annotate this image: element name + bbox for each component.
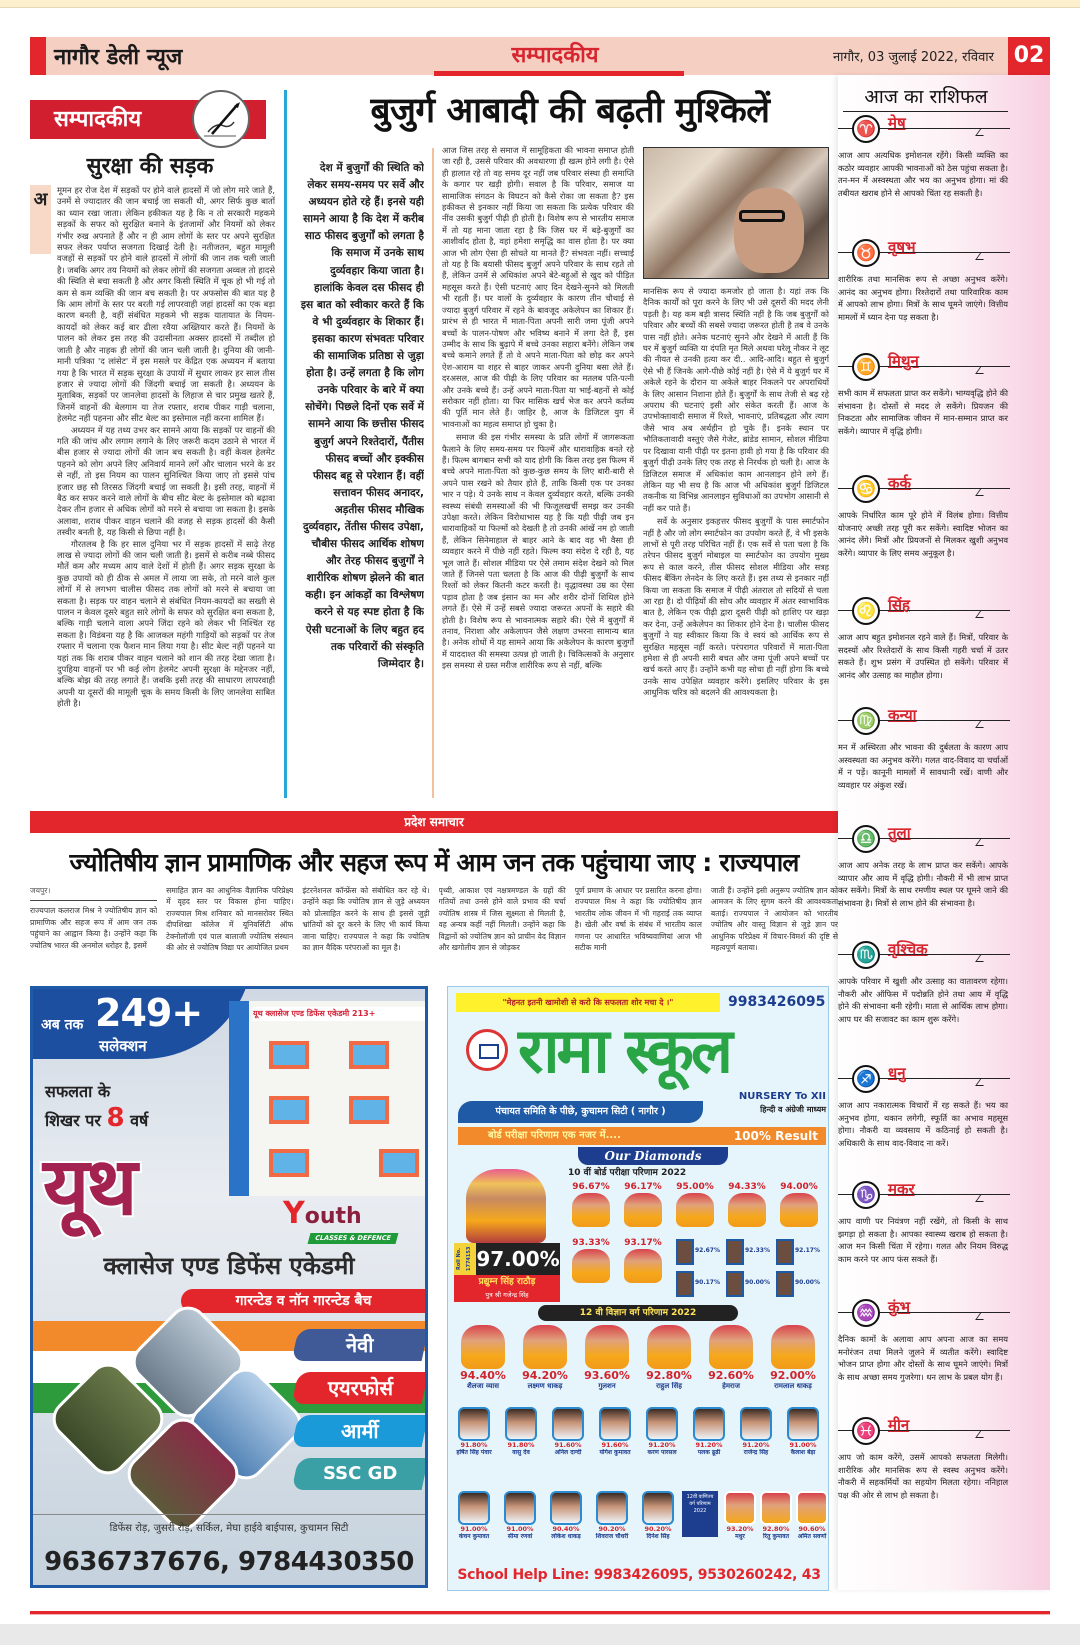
student-percent: 91.60% — [554, 1441, 582, 1449]
pen-writing-icon-svg — [194, 92, 248, 146]
student-name: शिवराज चौधरी — [595, 1533, 629, 1540]
student-percent: 91.20% — [742, 1441, 770, 1449]
board-result-bar — [458, 1127, 826, 1145]
class10-mini-student — [726, 1239, 772, 1267]
top-strip — [0, 0, 1080, 8]
bottom-strip — [0, 1624, 1080, 1645]
student-percent: 91.00% — [789, 1441, 817, 1449]
window — [269, 1041, 309, 1069]
sign-prediction: आपके परिवार में खुशी और उत्साह का वातावरण रहेगा। नौकरी और ऑफिस में पदोन्नति होने तथा आय में वृद्धि होने की संभावना बनी रहेगी। माता से आर्थिक लाभ होगा। आप घर की सजावट का काम शुरू करेंगे। — [838, 976, 1008, 1024]
window — [349, 1041, 389, 1069]
student-percent: 92.33% — [745, 1247, 770, 1254]
class10-mini-student — [776, 1239, 822, 1267]
student-photo — [458, 1407, 490, 1441]
commerce-label: 12वीं वाणिज्य वर्ग परिणाम 2022 — [682, 1491, 718, 1537]
pradesh-text: राज्यपाल कलराज मिश्र ने ज्योतिषीय ज्ञान को प्रामाणिक और सहज रूप में आम जन तक पहुंचाने का आह्वान किया है। उन्होंने कहा कि ज्योतिष भारत की अनमोल धरोहर है, इसमें — [30, 906, 158, 950]
editorial-label: सम्पादकीय — [54, 107, 142, 132]
pradesh-headline: ज्योतिषीय ज्ञान प्रामाणिक और सहज रूप में आम जन तक पहुंचाया जाए : राज्यपाल — [69, 848, 799, 877]
window — [379, 1149, 419, 1177]
pen-writing-icon — [192, 90, 250, 148]
service-navy — [292, 1329, 428, 1361]
taurus-bull-icon: ♉ — [852, 239, 880, 267]
student-photo — [776, 1239, 794, 1265]
student-name: लोकेश धाकड़ — [551, 1533, 581, 1540]
youth-academy-ad[interactable] — [30, 986, 428, 1588]
commerce-student — [722, 1491, 758, 1541]
sign-rule-notch — [975, 838, 989, 846]
paper-name: नागौर डेली न्यूज — [54, 45, 183, 70]
class10-heading: 10 वीं बोर्ड परीक्षा परिणाम 2022 — [568, 1168, 687, 1178]
photo-face — [734, 188, 804, 273]
window — [269, 1096, 309, 1124]
student-photo — [676, 1271, 694, 1297]
sign-prediction: दैनिक कामों के अलावा आप अपना आज का समय मनोरंजन तथा मिलने जुलने में व्यतीत करेंगे। स्वादिष्ट भोजन प्राप्त होगा और दोस्तों के साथ घूमने जाएंगे। मित्रों के साथ अच्छा समय गुजरेगा। धन लाभ के प्रबल योग हैं। — [838, 1334, 1008, 1382]
student-photo — [552, 1407, 584, 1441]
class10-mini-student — [676, 1271, 722, 1299]
student-photo — [642, 1491, 674, 1525]
leo-lion-icon: ♌ — [852, 597, 880, 625]
class12-card — [635, 1491, 681, 1541]
student-photo — [550, 1491, 582, 1525]
student-photo — [504, 1491, 536, 1525]
student-photo — [523, 1325, 567, 1369]
scorpio-scorpion-icon: ♏ — [852, 941, 880, 969]
student-percent: 91.20% — [648, 1441, 676, 1449]
sign-name: मकर — [888, 1180, 915, 1198]
batch-banner: गारन्टेड व नॉन गारन्टेड बैच — [181, 1289, 426, 1313]
student-photo — [740, 1407, 772, 1441]
editorial-paragraph: गौरतलब है कि हर साल दुनिया भर में सड़क हादसों में साढ़े तेरह लाख से ज्यादा लोगों की जान चली जाती है। इसमें से करीब नब्बे फीसद मौतें कम और मध्यम आय वाले देशों में होती हैं। अगर सड़क सुरक्षा के कुछ उपायों को ही ठीक से अमल में लाया जा सके, तो मरने वाले कुल लोगों में से लगभग चालीस फीसद तक लोगों को मरने से बचाया जा सकता है। सड़क पर वाहन चलाने से संबंधित नियम-कायदों का सख्ती से पालन न केवल दूसरे बहुत सारे लोगों के सफर को सुरक्षित बना सकता है, बल्कि गाड़ी चलाने वाला अपने जिंदा रहने को लेकर भी निश्चिंत रह सकता है। विडंबना यह है कि आजकल महंगी गाड़ियों को सड़कों पर तेज रफ्तार में चलाना एक फैशन मान लिया गया है। सीट बेल्ट नहीं पहनने या यहां तक कि शराब पीकर वाहन चलाने को शान की तरह देखा जाता है। दुपहिया वाहनों पर भी कई लोग हेलमेट अपनी सुरक्षा के मद्देनजर नहीं, बल्कि बोझ की तरह लगाते हैं। जबकि इसी तरह की साधारण लापरवाही अपनी या दूसरों की मामूली चूक के समय किसी के लिए जानलेवा साबित होती है। — [57, 538, 275, 709]
pull-quote: देश में बुजुर्गों की स्थिति को लेकर समय-समय पर सर्वे और अध्ययन होते रहे हैं। इनसे यही सामने आया है कि देश में करीब साठ फीसद बुजुर्गों को लगता है कि समाज में उनके साथ दुर्व्यवहार किया जाता है। हालांकि केवल दस फीसद ही इस बात को स्वीकार करते हैं कि वे भी दुर्व्यवहार के शिकार हैं। इसका कारण संभवतः परिवार की सामाजिक प्रतिष्ठा से जुड़ा होता है। उन्हें लगता है कि लोग उनके परिवार के बारे में क्या सोचेंगे। पिछले दिनों एक सर्वे में सामने आया कि छत्तीस फीसद बुजुर्ग अपने रिश्तेदारों, पैंतीस फीसद बच्चों और इक्कीस फीसद बहू से परेशान हैं। वहीं सत्तावन फीसद अनादर, अड़तीस फीसद मौखिक दुर्व्यवहार, तेंतीस फीसद उपेक्षा, चौबीस फीसद आर्थिक शोषण और तेरह फीसद बुजुर्गों ने शारीरिक शोषण झेलने की बात कही। इन आंकड़ों का विश्लेषण करने से यह स्पष्ट होता है कि ऐसी घटनाओं के लिए बहुत हद तक परिवारों की संस्कृति जिम्मेदार है। — [300, 162, 424, 670]
pradesh-column: पृथ्वी, आकाश एवं नक्षत्रमण्डल के ग्रहों की गतियों तथा उनसे होने वाले प्रभाव की चर्चा ज्योतिष शास्त्र में जिस सूक्ष्मता से मिलती है, वह अन्यत्र कहीं नहीं मिलती। उन्होंने कहा कि विद्वानों को ज्योतिष ज्ञान को प्राचीन वेद विज्ञान और खगोलीय ज्ञान से जोड़कर — [438, 886, 566, 953]
student-photo — [726, 1239, 744, 1265]
youth-brand-hindi: यूथ — [43, 1140, 135, 1233]
class12-card — [545, 1407, 591, 1457]
building-sign-count: 213+ — [352, 1009, 376, 1018]
student-percent: 92.17% — [795, 1247, 820, 1254]
article-paragraph: सर्वे के अनुसार इकहत्तर फीसद बुजुर्गों के पास स्मार्टफोन नहीं है और जो लोग स्मार्टफोन का उपयोग करते हैं, वे भी इसके लाभों से पूरी तरह परिचित नहीं हैं। एक सर्वे से पता चला है कि तरेपन फीसद बुजुर्ग मोबाइल या स्मार्टफोन का उपयोग मुख्य रूप से काल करने, तीस फीसद सोशल मीडिया और सत्रह फीसद बैंकिंग लेनदेन के लिए करते हैं। इस तथ्य से इनकार नहीं किया जा सकता कि समाज में पीढ़ी अंतराल तो सदियों से चला आ रहा है। दो पीढ़ियों की सोच और व्यवहार में अंतर स्वाभाविक बात है, लेकिन एक पीढ़ी द्वारा दूसरी पीढ़ी को हाशिए पर खड़ा कर देना, उन्हें अकेलेपन का शिकार होने देना है। चालीस फीसद बुजुर्गों ने यह स्वीकार किया कि वे स्वयं को आर्थिक रूप से सुरक्षित महसूस नहीं करते। परंपरागत परिवारों में माता-पिता हमेशा से ही अपनी सारी बचत और जमा पूंजी अपने बच्चों पर खर्च करते आए हैं। उन्होंने कभी यह सोचा ही नहीं होगा कि बच्चे उनके साथ उपेक्षित व्यवहार करेंगे। इसलिए परिवार के इस आधुनिक चरित्र को बदलने की आवश्यकता है। — [643, 516, 829, 698]
class10-student — [566, 1181, 616, 1227]
pradesh-column: इंटरनेशनल कॉन्फ्रेंस को संबोधित कर रहे थे। उन्होंने कहा कि ज्योतिष ज्ञान से जुड़े अध्ययन को प्रोत्साहित करने के साथ ही इससे जुड़ी भ्रांतियों को दूर करने के लिए भी कार्य किया जाना चाहिए। राज्यपाल ने कहा कि ज्योतिष का ज्ञान वैदिक परंपराओं का मूल है। — [302, 886, 430, 953]
sign-rule-notch — [975, 1078, 989, 1086]
student-photo — [728, 1193, 766, 1227]
sign-rule-notch — [975, 1312, 989, 1320]
student-name: सीमा रणवां — [507, 1533, 533, 1540]
sign-name: कुंभ — [888, 1298, 911, 1316]
school-medium: हिन्दी व अंग्रेजी माध्यम — [760, 1105, 826, 1114]
virgo-maiden-icon: ♍ — [852, 707, 880, 735]
student-photo — [776, 1271, 794, 1297]
article-column-1 — [442, 145, 634, 797]
pradesh-column: जाती हैं। उन्होंने इसी अनुरूप ज्योतिष ज्ञान को आमजन के लिए सुगम करने की आवश्यकता बताई। राज्यपाल ने आयोजन को भारतीय ज्योतिष और वास्तु विज्ञान से जुड़े ज्ञान पर आधुनिक परिप्रेक्ष्य में विचार-विमर्श की दृष्टि से महत्वपूर्ण बताया। — [710, 886, 839, 953]
student-photo — [624, 1193, 662, 1227]
class12-card — [498, 1407, 544, 1457]
sign-name: तुला — [888, 824, 911, 842]
sign-name: वृश्चिक — [888, 940, 928, 958]
pisces-fish-icon: ♓ — [852, 1417, 880, 1445]
student-photo — [780, 1193, 818, 1227]
topper-percent: 97.00% — [476, 1243, 560, 1275]
service-label: एयरफोर्स — [327, 1376, 393, 1400]
success-line-2 — [45, 1105, 220, 1134]
student-photo — [726, 1271, 744, 1297]
academy-phones[interactable]: 9636737676, 9784430350 — [44, 1547, 414, 1577]
cancer-crab-icon: ♋ — [852, 475, 880, 503]
pradesh-columns — [30, 885, 838, 977]
ab-tak-label: अब तक — [41, 1017, 84, 1033]
topper-photo — [466, 1169, 546, 1243]
class10-topper — [454, 1169, 560, 1301]
horoscope-sidebar — [838, 75, 1050, 1590]
youth-logo-tagline: CLASSES & DEFENCE — [308, 1233, 399, 1244]
student-name: हर्षित सिंह पंवार — [456, 1449, 492, 1456]
class12-heading: 12 वी विज्ञान वर्ग परिणाम 2022 — [538, 1305, 738, 1321]
libra-scales-icon: ♎ — [852, 825, 880, 853]
student-photo — [760, 1491, 792, 1525]
student-percent: 90.60% — [798, 1525, 826, 1533]
class10-student — [618, 1237, 668, 1283]
student-percent: 92.80% — [646, 1369, 692, 1382]
dateline: नागौर, 03 जुलाई 2022, रविवार — [832, 50, 994, 65]
student-photo — [676, 1239, 694, 1265]
class12-card — [543, 1491, 589, 1541]
academy-building-photo — [229, 1001, 428, 1196]
student-photo — [709, 1325, 753, 1369]
student-name: करण पारसल — [647, 1449, 677, 1456]
student-name: राहुल सिंह — [656, 1382, 682, 1390]
commerce-student — [794, 1491, 829, 1541]
class12-card — [589, 1491, 635, 1541]
rama-school-ad[interactable] — [447, 986, 829, 1591]
class12-card — [780, 1407, 826, 1457]
main-headline: बुजुर्ग आबादी की बढ़ती मुश्किलें — [370, 91, 770, 131]
aquarius-pot-icon: ♒ — [852, 1299, 880, 1327]
section-title: सम्पादकीय — [511, 43, 599, 68]
school-address: पंचायत समिति के पीछे, कुचामन सिटी ( नागौर ) — [458, 1101, 703, 1123]
sign-prediction: आज आप अत्यधिक इमोशनल रहेंगे। किसी व्यक्ति का कठोर व्यवहार आपकी भावनाओं को ठेस पहुंचा सकता है। तन-मन में अस्वस्थता और भय का अनुभव होगा। मां की तबीयत खराब होने से आपको चिंता रह सकती है। — [838, 150, 1008, 198]
student-percent: 92.67% — [695, 1247, 720, 1254]
window — [349, 1096, 389, 1124]
sign-prediction: मन में अस्थिरता और भावना की दुर्बलता के कारण आप अस्वस्थता का अनुभव करेंगे। गलत वाद-विवाद या चर्चाओं में न पड़ें। कानूनी मामलों में सावधानी रखें। वाणी और व्यवहार पर अंकुश रखें। — [838, 742, 1008, 790]
student-photo — [599, 1407, 631, 1441]
student-photo — [771, 1325, 815, 1369]
student-percent: 96.17% — [624, 1182, 662, 1192]
school-logo-icon — [466, 1029, 508, 1071]
hundred-percent-result: 100% Result — [733, 1129, 818, 1143]
commerce-student — [758, 1491, 794, 1541]
student-percent: 91.80% — [460, 1441, 488, 1449]
sign-rule-notch — [975, 1430, 989, 1438]
editorial-paragraph: मूमन हर रोज देश में सड़कों पर होने वाले हादसों में जो लोग मारे जाते हैं, उनमें से ज्यादातर की जान बचाई जा सकती थी, अगर सिर्फ कुछ बातों का ध्यान रखा जाता। लेकिन हकीकत यह है कि न तो सरकारी महकमे सड़कों के सफर को सुरक्षित बनाने के इंतजामों और नियमों को लेकर गंभीर रुख अपनाते हैं और न ही आम लोगों के स्तर पर अपने सुरक्षित सफर लेकर पर्याप्त सजगता दिखाई देती है। नतीजतन, बहुत मामूली वजहों से सड़कों पर होने वाले हादसों में लोगों की जान तक चली जाती है। जबकि अगर तय नियमों को लेकर लोगों की सजगता अव्वल तो हादसे की स्थिति से बचा सकती है और अगर किसी स्थिति में चूक हो भी गई तो कम से कम व्यक्ति की जान बच सकती है। पर अफसोस की बात यह है कि आम लोगों के स्तर पर बरती गई लापरवाही जहां हादसों का एक बड़ा कारण बनती है, वहीं संबंधित महकमे भी सड़क यातायात के नियम-कायदों को लेकर कई बार ढीला रवैया अख्तियार करते हैं। नियमों के पालन को लेकर इस तरह की उदासीनता अक्सर हादसों में तब्दील हो जाती है और नाहक ही लोगों की जान चली जाती है। दुनिया की जानी-मानी पत्रिका 'द लांसेट' में इस मसले पर केंद्रित एक अध्ययन में बताया गया है कि भारत में सड़क सुरक्षा के उपायों में सुधार लाकर हर साल तीस हजार से ज्यादा लोगों की जिंदगी बचाई जा सकती है। अध्ययन के मुताबिक, सड़कों पर जानलेवा हादसों के लिहाज से चार प्रमुख खतरे हैं, जिनमें वाहनों की बेलगाम या तेज रफ्तार, शराब पीकर गाड़ी चलाना, हेलमेट नहीं पहनना और सीट बेल्ट का इस्तेमाल नहीं करना शामिल हैं। — [57, 185, 275, 424]
class10-student — [774, 1181, 824, 1227]
gemini-twins-icon: ♊ — [852, 353, 880, 381]
school-classes: NURSERY To XII — [738, 1091, 826, 1102]
student-percent: 90.00% — [795, 1279, 820, 1286]
sign-name: कन्या — [888, 706, 917, 724]
student-percent: 92.80% — [762, 1525, 790, 1533]
student-photo — [796, 1491, 828, 1525]
student-percent: 93.60% — [584, 1369, 630, 1382]
column-divider — [432, 148, 434, 798]
sign-name: सिंह — [888, 596, 910, 614]
editorial-title: सुरक्षा की सड़क — [86, 154, 214, 179]
topper-father: पुत्र श्री गजेन्द्र सिंह — [485, 1291, 529, 1299]
capricorn-goat-icon: ♑ — [852, 1181, 880, 1209]
pradesh-column: समाहित ज्ञान का आधुनिक वैज्ञानिक परिप्रेक्ष्य में वृहद स्तर पर विकास होना चाहिए। राज्यपाल मिश्र शनिवार को मानसरोवर स्थित दीपशिखा कॉलेज में यूनिवर्सिटी ऑफ टेक्नोलॉजी एवं पाल बालाजी ज्योतिष संस्थान की ओर से ज्योतिष विद्या पर आयोजित प्रथम — [166, 886, 294, 953]
student-percent: 96.67% — [572, 1182, 610, 1192]
topper-name: प्रद्युम्न सिंह राठौड़ — [478, 1277, 536, 1287]
class10-mini-student — [726, 1271, 772, 1299]
student-photo — [505, 1407, 537, 1441]
years-count: 8 — [106, 1103, 125, 1133]
building-sign — [253, 1007, 425, 1021]
selection-label: सलेक्शन — [99, 1037, 147, 1055]
pradesh-dateline: जयपुर। — [30, 885, 157, 901]
sign-rule-notch — [975, 128, 989, 136]
school-name: रामा स्कूल — [518, 1014, 730, 1087]
student-name: अनिल दाग्दी — [554, 1449, 582, 1456]
class12-card — [451, 1491, 497, 1541]
student-percent: 92.60% — [708, 1369, 754, 1382]
class10-student — [566, 1237, 616, 1283]
student-photo — [693, 1407, 725, 1441]
motto-quote: "मेहनत इतनी खामोशी से करो कि सफलता शोर मचा दे ।" — [456, 993, 720, 1012]
class12-student — [700, 1325, 762, 1391]
student-name: योगेश कुमावत — [599, 1449, 631, 1456]
class12-card — [686, 1407, 732, 1457]
student-percent: 90.00% — [745, 1279, 770, 1286]
student-name: गुलशन — [598, 1382, 616, 1390]
sign-name: मिथुन — [888, 352, 919, 370]
student-name: पलक ढूढी — [697, 1449, 721, 1456]
student-name: मधुर — [735, 1533, 745, 1540]
class10-mini-student — [676, 1239, 722, 1267]
service-army — [292, 1415, 428, 1447]
sign-prediction: आज आप बहुत इमोशनल रहने वाले हैं। मित्रों, परिवार के सदस्यों और रिश्तेदारों के साथ किसी गहरी चर्चा में उतर सकते हैं। शुभ प्रसंग में उपस्थित हो सकेंगे। परिवार में आनंद और उत्साह का माहौल होगा। — [838, 632, 1008, 680]
service-airforce — [292, 1372, 428, 1404]
student-percent: 92.00% — [770, 1369, 816, 1382]
student-photo — [572, 1193, 610, 1227]
school-phone[interactable]: 9983426095 — [728, 994, 826, 1010]
editorial-paragraph: अध्ययन में यह तथ्य उभर कर सामने आया कि सड़कों पर वाहनों की गति की जांच और लगाम लगाने के लिए जरूरी कदम उठाने से भारत में बीस हजार से ज्यादा लोगों की जान बच सकती है। वहीं केवल हेलमेट पहनने को लोग अपने लिए अनिवार्य मानने लगें और चालान भरने के डर से नहीं, तो इस नियम का पालन सुनिश्चित किया जाए तो इससे पांच हजार छह सौ तिरसठ जिंदगी बचाई जा सकती है। इसी तरह, वाहनों में बैठ कर सफर करने वाले लोगों के बीच सीट बेल्ट के इस्तेमाल को बढ़ावा देकर तीन हजार से अधिक लोगों को मरने से बचाया जा सकता है। इसके अलावा, शराब पीकर वाहन चलाने की वजह से सड़क हादसों की कैसी तस्वीर बनती है, यह किसी से छिपा नहीं है। — [57, 424, 275, 538]
class12-card — [592, 1407, 638, 1457]
sign-name: मेष — [888, 114, 906, 132]
student-photo — [624, 1249, 662, 1283]
service-ssc-gd — [292, 1458, 428, 1490]
student-percent: 95.00% — [676, 1182, 714, 1192]
class10-mini-student — [776, 1271, 822, 1299]
student-photo — [647, 1325, 691, 1369]
sign-prediction: आप वाणी पर नियंत्रण नहीं रखेंगे, तो किसी के साथ झगड़ा हो सकता है। आपका स्वास्थ्य खराब हो सकता है। आज मन किसी चिंता में रहेगा। गलत और नियम विरुद्ध काम करने पर आप फंस सकते हैं। — [838, 1216, 1008, 1264]
page-number: 02 — [1008, 37, 1050, 75]
student-name: रितु कुमावत — [762, 1533, 790, 1540]
service-label: SSC GD — [322, 1463, 398, 1484]
class12-student — [514, 1325, 576, 1391]
class12-card — [451, 1407, 497, 1457]
pradesh-samachar-bar: प्रदेश समाचार — [30, 811, 838, 833]
class12-student — [638, 1325, 700, 1391]
student-photo — [585, 1325, 629, 1369]
success-line-2a: शिखर पर — [45, 1111, 101, 1130]
student-percent: 91.60% — [601, 1441, 629, 1449]
sign-rule-notch — [975, 1194, 989, 1202]
class12-student — [576, 1325, 638, 1391]
student-photo — [646, 1407, 678, 1441]
student-percent: 93.17% — [624, 1238, 662, 1248]
student-name: शैलजा व्यास — [467, 1382, 499, 1390]
sagittarius-archer-icon: ♐ — [852, 1065, 880, 1093]
class12-student — [452, 1325, 514, 1391]
sign-name: वृषभ — [888, 238, 916, 256]
student-percent: 94.40% — [460, 1369, 506, 1382]
sign-rule-notch — [975, 954, 989, 962]
class10-student — [722, 1181, 772, 1227]
masthead-red-tab — [30, 37, 46, 75]
student-percent: 94.00% — [780, 1182, 818, 1192]
student-percent: 91.20% — [695, 1441, 723, 1449]
window — [269, 1149, 309, 1177]
student-percent: 91.00% — [460, 1525, 488, 1533]
success-line-1: सफलता के — [45, 1082, 111, 1101]
student-photo — [724, 1491, 756, 1525]
elderly-men-photo — [643, 147, 829, 279]
building-sign-text: यूथ क्लासेज एण्ड डिफेंस एकेडमी — [253, 1009, 350, 1018]
youth-logo — [283, 1197, 362, 1234]
youth-logo-outh: outh — [304, 1204, 362, 1229]
student-name: लक्ष्मण धाकड़ — [527, 1382, 563, 1390]
success-tagline — [45, 1079, 220, 1134]
student-percent: 93.33% — [572, 1238, 610, 1248]
sign-rule-notch — [975, 252, 989, 260]
horoscope-title-rule — [843, 111, 1008, 112]
student-percent: 94.20% — [522, 1369, 568, 1382]
topper-name-box — [454, 1275, 560, 1302]
sign-prediction: आप जो काम करेंगे, उसमें आपको सफलता मिलेगी। शारीरिक और मानसिक रूप से स्वस्थ अनुभव करेंगे। नौकरी में सहकर्मियों का सहयोग मिलता रहेगा। ननिहाल पक्ष की ओर से लाभ हो सकता है। — [838, 1452, 1008, 1500]
sign-rule-notch — [975, 610, 989, 618]
student-percent: 90.20% — [598, 1525, 626, 1533]
class12-student — [762, 1325, 824, 1391]
class12-card — [733, 1407, 779, 1457]
student-percent: 91.80% — [507, 1441, 535, 1449]
sign-name: कर्क — [888, 474, 912, 492]
student-name: राजेन्द्र सिंह — [743, 1449, 769, 1456]
success-line-2b: वर्ष — [130, 1111, 149, 1130]
pradesh-column — [30, 885, 157, 977]
academy-address: डिफेंस रोड़, जुसरी रोड़, सर्किल, मेघा हाईवे बाईपास, कुचामन सिटी — [109, 1523, 349, 1534]
drop-cap: अ — [30, 185, 51, 254]
sign-rule-notch — [975, 366, 989, 374]
student-percent: 93.20% — [726, 1525, 754, 1533]
ad-divider — [33, 1514, 425, 1515]
service-label: नेवी — [346, 1333, 374, 1357]
student-photo — [572, 1249, 610, 1283]
sign-prediction: शारीरिक तथा मानसिक रूप से अच्छा अनुभव करेंगे। आनंद का अनुभव होगा। रिश्तेदारों तथा पारिवारिक काम में आपको लाभ होगा। मित्रों के साथ घूमने जाएंगे। वित्तीय मामलों में ध्यान देना पड़ सकता है। — [838, 274, 1008, 322]
student-photo — [458, 1491, 490, 1525]
student-percent: 90.40% — [552, 1525, 580, 1533]
photo-glasses — [739, 210, 785, 222]
selection-count: 249+ — [95, 991, 203, 1035]
sign-name: धनु — [888, 1064, 906, 1082]
footer-rule — [30, 1611, 1050, 1614]
student-name: कैलाश बेड़ा — [790, 1449, 816, 1456]
student-percent: 91.00% — [506, 1525, 534, 1533]
our-diamonds-banner: Our Diamonds — [578, 1147, 728, 1165]
sign-prediction: सभी काम में सफलता प्राप्त कर सकेंगे। भाग्यवृद्धि होने की संभावना है। दोस्तों से मदद ले सकेंगे। प्रियजन की निकटता और सामाजिक जीवन में मान-सम्मान प्राप्त कर सकेंगे। व्यापार में वृद्धि होगी। — [838, 388, 1008, 436]
youth-logo-y: Y — [283, 1196, 305, 1231]
pradesh-column: पूर्ण प्रमाण के आधार पर प्रसारित करना होगा। राज्यपाल मिश्र ने कहा कि ज्योतिषीय ज्ञान भारतीय लोक जीवन में भी गहराई तक व्याप्त है। खेती और वर्षा के संबंध में भारतीय काल गणना पर आधारित भविष्यवाणियां आज भी सटीक मानी — [574, 886, 702, 953]
student-percent: 90.20% — [644, 1525, 672, 1533]
service-label: आर्मी — [341, 1419, 379, 1443]
article-paragraph: आज जिस तरह से समाज में सामूहिकता की भावना समाप्त होती जा रही है, उससे परिवार की अवधारणा ही खत्म होने लगी है। ऐसे ही हालात रहे तो वह समय दूर नहीं जब परिवार संस्था ही समाप्ति के कगार पर खड़ी होगी। सवाल है कि परिवार, समाज या सामाजिक संगठन के विघटन को कैसे रोका जा सकता है? इस हकीकत से इनकार नहीं किया जा सकता कि प्रत्येक परिवार की नींव उसकी बुजुर्ग पीढ़ी ही होती है। विशेष रूप से भारतीय समाज में तो यह माना जाता रहा है कि जिस घर में बड़े-बुजुर्गों का आशीर्वाद होता है, वहां हमेशा समृद्धि का वास होता है। पर क्या आज भी लोग ऐसा ही सोचते या मानते हैं? संभवतः नहीं। सच्चाई तो यह है कि बयासी फीसद बुजुर्ग अपने परिवार के साथ रहते तो हैं, लेकिन उनमें से अधिकांश अपने बेटे-बहुओं से खुद को पीड़ित महसूस करते हैं। ऐसी घटनाएं आए दिन देखने-सुनने को मिलती भी रहती हैं। घर वालों के दुर्व्यवहार के कारण तीन चौथाई से ज्यादा बुजुर्ग परिवार में रहने के बावजूद अकेलेपन का शिकार हैं। प्रारंभ से ही भारत में माता-पिता अपनी सारी जमा पूंजी अपने बच्चों के पालन-पोषण और भविष्य बनाने में लगा देते हैं, इस उम्मीद के साथ कि बुढ़ापे में बच्चे उनका सहारा बनेंगे। लेकिन जब बच्चे कमाने लगते हैं तो वे अपने माता-पिता को छोड़ कर अपने ऐश-आराम या शहर से बाहर जाकर अपनी दुनिया बसा लेते हैं। दरअसल, आज की पीढ़ी के लिए परिवार का मतलब पति-पत्नी और उनके बच्चे हैं। उन्हें अपने माता-पिता या भाई-बहनों से कोई सरोकार नहीं होता। या फिर मासिक खर्च भेज कर अपने कर्तव्य की पूर्ति मान लेते हैं। जाहिर है, आज के डिजिटल युग में भावनाओं का महत्व समाप्त हो चुका है। — [442, 145, 634, 429]
sign-name: मीन — [888, 1416, 910, 1434]
school-helpline[interactable]: School Help Line: 9983426095, 9530260242, 43 — [457, 1567, 821, 1583]
sign-prediction: आज आप अनेक तरह के लाभ प्राप्त कर सकेंगे। आपके व्यापार और आय में वृद्धि होगी। नौकरी में भी लाभ प्राप्त कर सकेंगे। मित्रों के साथ रमणीय स्थल पर घूमने जाने की संभावना है। मित्रों से लाभ होने की संभावना है। — [838, 860, 1008, 908]
student-name: कंचन कुमावत — [458, 1533, 490, 1540]
class12-card — [497, 1491, 543, 1541]
academy-name: क्लासेज एण्ड डिफेंस एकेडमी — [103, 1252, 355, 1280]
class10-student — [618, 1181, 668, 1227]
sign-rule-notch — [975, 488, 989, 496]
student-photo — [596, 1491, 628, 1525]
student-name: रामलाल धाकड़ — [774, 1382, 812, 1390]
sign-prediction: आज आप नकारात्मक विचारों में रह सकते हैं। भय का अनुभव होगा, थकान लगेगी, स्फूर्ति का अभाव महसूस होगा। नौकरी या व्यवसाय में कठिनाई हो सकती है। अधिकारी के साथ वाद-विवाद ना करें। — [838, 1100, 1008, 1148]
horoscope-title: आज का राशिफल — [864, 86, 988, 108]
student-name: दिनेश सिंह — [646, 1533, 670, 1540]
class10-student — [670, 1181, 720, 1227]
student-name: अमित सवर्णा — [797, 1533, 827, 1540]
article-paragraph: मानसिक रूप से ज्यादा कमजोर हो जाता है। यहां तक कि दैनिक कार्यों को पूरा करने के लिए भी उसे दूसरों की मदद लेनी पड़ती है। यह कम बड़ी त्रासद स्थिति नहीं है कि जब बुजुर्गों को परिवार और बच्चों की सबसे ज्यादा जरूरत होती है तब वे उनके पास नहीं होते। अनेक घटनाएं सुनने और देखने में आती हैं कि घर में बुजुर्ग व्यक्ति या दंपति मृत मिले अथवा घरेलू नौकर ने लूट की नीयत से उनकी हत्या कर दी.. आदि-आदि। बहुत से बुजुर्ग ऐसे भी हैं जिनके आगे-पीछे कोई नहीं है। ऐसे में ये बुजुर्ग घर में अकेले रहने के दौरान या अकेले बाहर निकलने पर अपराधियों के लिए आसान निशाना होते हैं। बुजुर्गों के साथ तेजी से बढ़ रहे अपराध की घटनाएं इसी ओर संकेत करती हैं। आज के उपभोक्तावादी समाज में रिश्ते, भावनाएं, प्रतिबद्धता और त्याग जैसे भाव अब अर्थहीन हो चुके हैं। इनके स्थान पर भौतिकतावादी वस्तुएं जैसे गेजेट, ब्रांडेड सामान, सोशल मीडिया पर दिखावा यानी पीढ़ी पर इतना हावी हो गया है कि परिवार की बुजुर्ग पीढ़ी उनके लिए एक तरह से निरर्थक हो चली है। आज के डिजिटल समाज में अधिकांश काम आनलाइन होने लगे हैं। लेकिन यह भी सच है कि आज भी अधिकांश बुजुर्ग डिजिटल तकनीक या विभिन्न आनलाइन सुविधाओं का उपभोग आसानी से नहीं कर पाते हैं। — [643, 286, 829, 513]
student-name: हेमराज — [722, 1382, 740, 1390]
student-percent: 94.33% — [728, 1182, 766, 1192]
student-photo — [461, 1325, 505, 1369]
editorial-body — [57, 185, 275, 800]
sign-prediction: आपके निर्धारित काम पूरे होने में विलंब होगा। वित्तीय योजनाएं अच्छी तरह पूरी कर सकेंगे। स्वादिष्ट भोजन का आनंद लेंगे। मित्रों और प्रियजनों से मिलकर खुशी अनुभव करेंगे। व्यापार के लिए समय अनुकूल है। — [838, 510, 1008, 558]
class12-card — [639, 1407, 685, 1457]
student-photo — [787, 1407, 819, 1441]
sign-rule-notch — [975, 720, 989, 728]
student-percent: 90.17% — [695, 1279, 720, 1286]
column-divider — [284, 90, 287, 798]
article-paragraph: समाज की इस गंभीर समस्या के प्रति लोगों में जागरूकता फैलाने के लिए समय-समय पर फिल्में और धारावाहिक बनते रहे हैं। फिल्म बागबान सभी को याद होगी कि किस तरह इस फिल्म में बच्चे अपने माता-पिता को कुछ-कुछ समय के लिए बारी-बारी से अपने पास रखने को तैयार होते हैं, ताकि किसी एक पर उनका भार न पड़े। ये उनके साथ न केवल दुर्व्यवहार करते, बल्कि उनकी स्वस्थ्य संबंधी समस्याओं की भी फिजूलखर्ची समझ कर उनकी उपेक्षा करते। लेकिन विरोधाभास यह है कि यही पीढ़ी जब इन धारावाहिकों या फिल्मों को देखती है तो उनकी आंखें नम हो जाती हैं, लेकिन सिनेमाहाल से बाहर आने के बाद वह भी वैसा ही व्यवहार करने में पीछे नहीं रहते। फिल्म क्या संदेश दे रही है, यह भूल जाते हैं। सोशल मीडिया पर ऐसे तमाम संदेश देखने को मिल जाते हैं जिनसे पता चलता है कि आज की पीढ़ी बुजुर्गों के साथ रिश्तों को लेकर कितनी कटर करती है। वृद्धावस्था उम्र का ऐसा पड़ाव होता है जब इंसान का मन और शरीर दोनों शिथिल होने लगते हैं। ऐसे में उन्हें सबसे ज्यादा जरूरत अपनों के सहारे की होती है। विशेष रूप से भावनात्मक सहारे की। ऐसे में बुजुर्गों में तनाव, निराशा और अकेलापन जैसे लक्षण उभरना सामान्य बात है। अनेक शोधों में यह सामने आया कि अकेलेपन के कारण बुजुर्गों में याददाश्त की समस्या उत्पन्न हो जाती है। चिकित्सकों के अनुसार इस समस्या से ग्रस्त मरीज शारीरिक रूप से नहीं, बल्कि — [442, 432, 634, 671]
article-column-2 — [643, 286, 829, 798]
student-photo — [676, 1193, 714, 1227]
aries-ram-icon: ♈ — [852, 115, 880, 143]
masthead — [30, 37, 1050, 75]
board-result-label: बोर्ड परीक्षा परिणाम एक नजर में.... — [488, 1130, 621, 1141]
section-underline — [434, 71, 684, 76]
student-name: वासु देव — [512, 1449, 530, 1456]
topper-roll: Roll No. 1774153 — [454, 1243, 476, 1275]
